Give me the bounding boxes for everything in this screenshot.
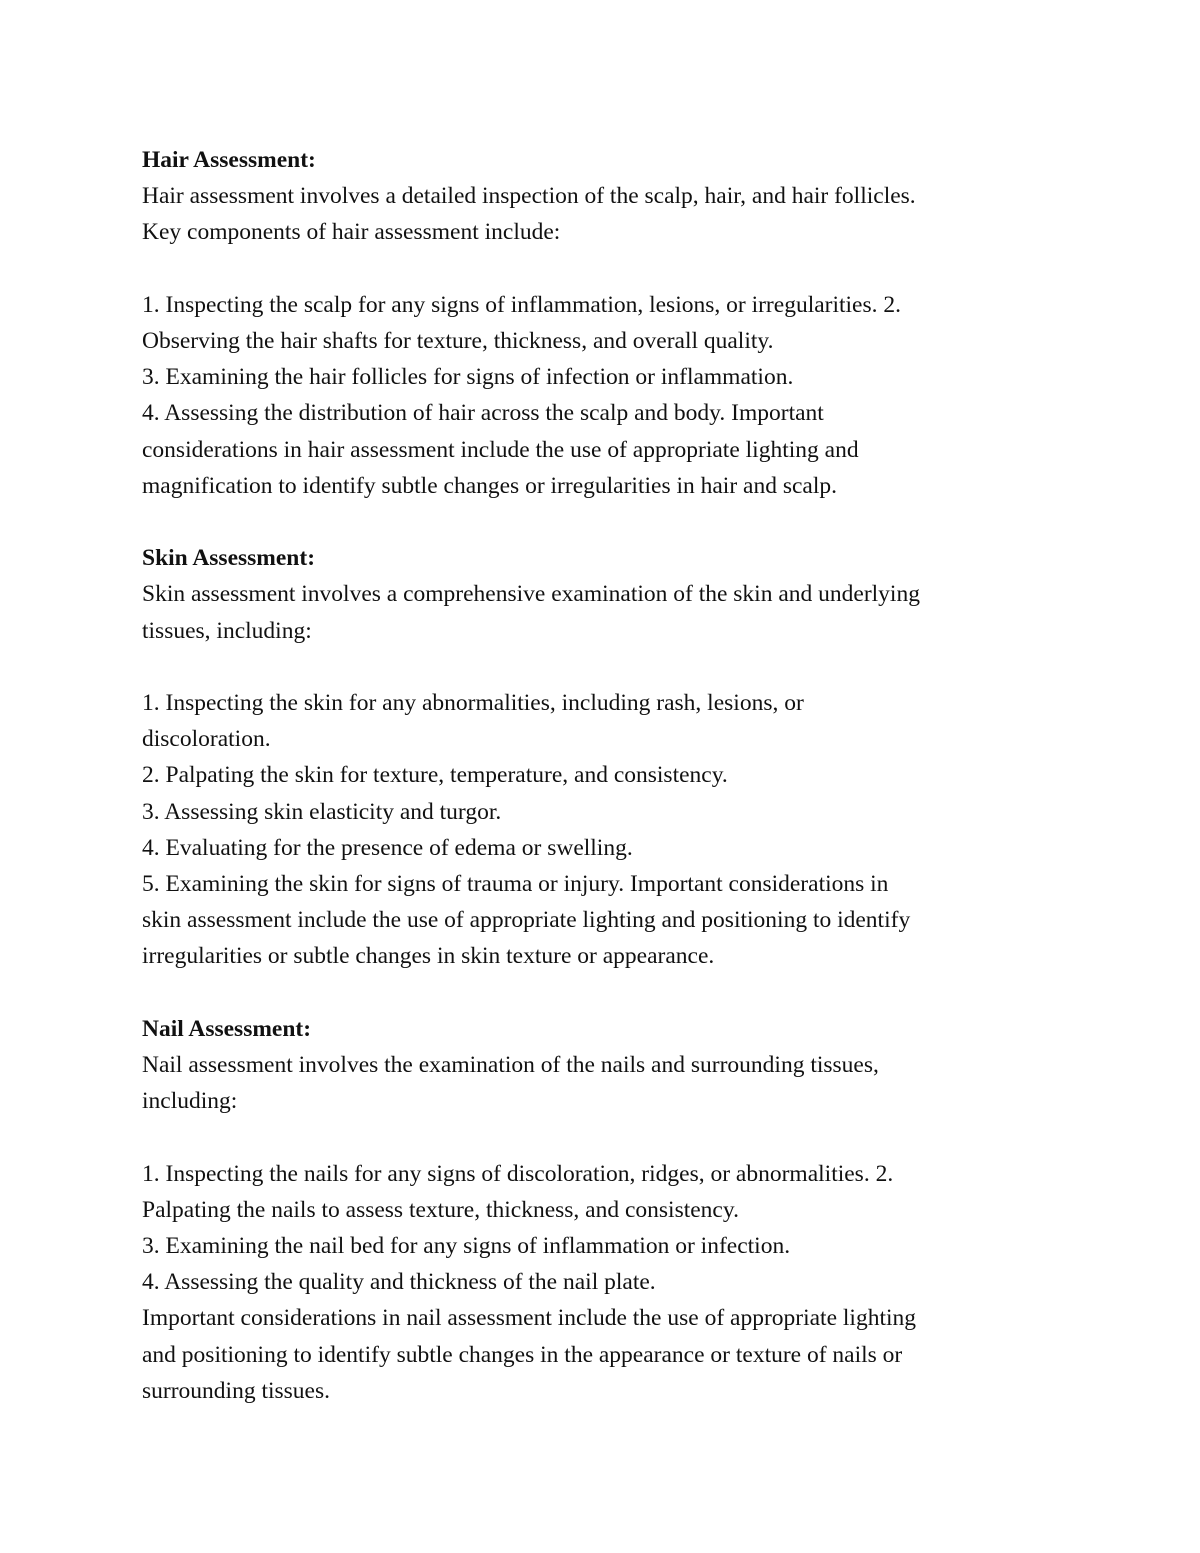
section-body-line: magnification to identify subtle changes or irregularities in hair and scalp.: [142, 472, 837, 499]
section-body-line: irregularities or subtle changes in skin texture or appearance.: [142, 943, 715, 970]
paragraph-spacer: [142, 1119, 1072, 1155]
section-body-line: 3. Examining the nail bed for any signs of inflammation or infection.: [142, 1233, 791, 1260]
section-skin-assessment: [142, 540, 1072, 974]
paragraph-spacer: [142, 251, 1072, 287]
section-heading: Skin Assessment:: [142, 545, 316, 572]
section-heading: Hair Assessment:: [142, 147, 316, 173]
paragraph-spacer: [142, 649, 1072, 685]
section-body-line: 3. Assessing skin elasticity and turgor.: [142, 798, 502, 825]
section-body-line: considerations in hair assessment include the use of appropriate lighting and: [142, 436, 859, 463]
paragraph-spacer: [142, 504, 1072, 540]
section-body-line: 4. Evaluating for the presence of edema or swelling.: [142, 834, 633, 861]
section-intro-line: including:: [142, 1088, 238, 1115]
section-intro-line: Hair assessment involves a detailed inspection of the scalp, hair, and hair follicles.: [142, 183, 916, 210]
section-intro-line: Key components of hair assessment include:: [142, 219, 561, 246]
section-body-line: discoloration.: [142, 726, 271, 753]
section-hair-assessment: [142, 142, 1072, 504]
section-body-line: and positioning to identify subtle changes in the appearance or texture of nails or: [142, 1341, 903, 1368]
section-body-line: 3. Examining the hair follicles for signs of infection or inflammation.: [142, 364, 794, 391]
section-body-line: 1. Inspecting the nails for any signs of discoloration, ridges, or abnormalities. 2.: [142, 1160, 894, 1187]
section-body-line: 1. Inspecting the scalp for any signs of inflammation, lesions, or irregularities. 2.: [142, 291, 902, 318]
section-nail-assessment: [142, 1011, 1072, 1409]
section-body-line: 4. Assessing the quality and thickness of the nail plate.: [142, 1269, 656, 1296]
section-body-line: 5. Examining the skin for signs of trauma or injury. Important considerations in: [142, 871, 889, 898]
section-body-line: 2. Palpating the skin for texture, temperature, and consistency.: [142, 762, 728, 789]
section-body-line: Observing the hair shafts for texture, thickness, and overall quality.: [142, 328, 774, 354]
section-heading: Nail Assessment:: [142, 1015, 312, 1042]
section-body-line: Important considerations in nail assessment include the use of appropriate lighting: [142, 1305, 917, 1332]
section-intro-line: tissues, including:: [142, 617, 312, 644]
document-body: [142, 142, 1072, 1409]
section-intro-line: Nail assessment involves the examination of the nails and surrounding tissues,: [142, 1052, 879, 1079]
section-body-line: 1. Inspecting the skin for any abnormalities, including rash, lesions, or: [142, 690, 804, 716]
section-body-line: Palpating the nails to assess texture, thickness, and consistency.: [142, 1196, 739, 1223]
section-intro-line: Skin assessment involves a comprehensive examination of the skin and underlying: [142, 581, 920, 608]
section-body-line: skin assessment include the use of appropriate lighting and positioning to identify: [142, 907, 911, 934]
section-body-line: surrounding tissues.: [142, 1377, 330, 1404]
paragraph-spacer: [142, 975, 1072, 1011]
section-body-line: 4. Assessing the distribution of hair across the scalp and body. Important: [142, 400, 824, 427]
